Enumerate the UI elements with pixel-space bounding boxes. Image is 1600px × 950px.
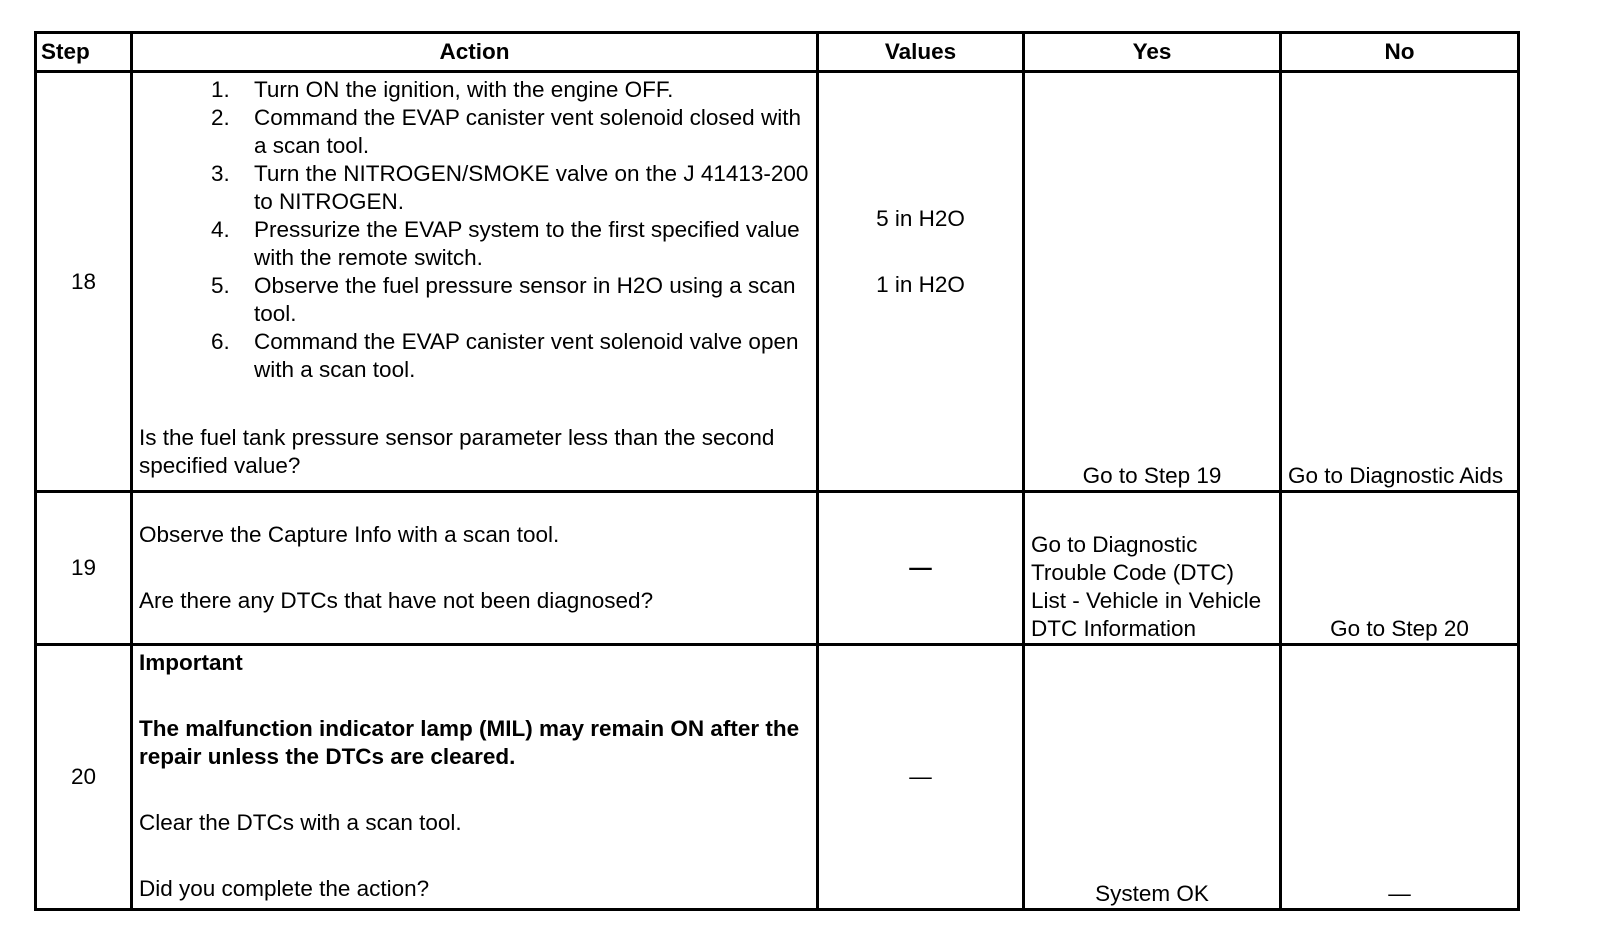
action-step: 5. Observe the fuel pressure sensor in H2O using a scan tool. [236,272,810,328]
action-text: Observe the Capture Info with a scan tool. [139,521,560,547]
header-row [36,33,1519,72]
header-action: Action [132,33,818,72]
table-row-step-18 [36,72,1519,492]
action-cell [132,72,818,492]
specified-value-second: 1 in H2O [876,271,965,297]
table-row-step-19 [36,492,1519,645]
header-no: No [1281,33,1519,72]
yes-cell: Go to Step 19 [1024,72,1281,492]
no-cell: — [1281,644,1519,909]
action-step: 1. Turn ON the ignition, with the engine OFF. [236,76,810,104]
important-label: Important [139,649,243,675]
yes-cell: Go to Diagnostic Trouble Code (DTC) List - Vehicle in Vehicle DTC Information [1024,492,1281,645]
action-question: Is the fuel tank pressure sensor parameter less than the second specified value? [139,425,775,478]
step-number: 19 [36,492,132,645]
diagnostic-table [34,31,1520,911]
important-text: The malfunction indicator lamp (MIL) may remain ON after the repair unless the DTCs are cleared. [139,715,800,769]
step-number: 20 [36,644,132,909]
specified-value-first: 5 in H2O [876,205,965,231]
action-step: 2. Command the EVAP canister vent solenoid closed with a scan tool. [236,104,810,160]
action-step: 6. Command the EVAP canister vent solenoid valve open with a scan tool. [236,328,810,384]
action-step: 3. Turn the NITROGEN/SMOKE valve on the J 41413-200 to NITROGEN. [236,160,810,216]
action-cell [132,644,818,909]
header-values: Values [818,33,1024,72]
action-step: 4. Pressurize the EVAP system to the first specified value with the remote switch. [236,216,810,272]
no-cell: Go to Diagnostic Aids [1281,72,1519,492]
no-cell: Go to Step 20 [1281,492,1519,645]
action-question: Are there any DTCs that have not been diagnosed? [139,587,654,613]
values-cell: — [818,644,1024,909]
action-step-list [139,76,810,384]
step-number: 18 [36,72,132,492]
values-cell [818,72,1024,492]
values-cell: — [818,492,1024,645]
header-step: Step [36,33,132,72]
table-row-step-20 [36,644,1519,909]
action-question: Did you complete the action? [139,875,430,901]
yes-cell: System OK [1024,644,1281,909]
header-yes: Yes [1024,33,1281,72]
action-text: Clear the DTCs with a scan tool. [139,809,462,835]
action-cell [132,492,818,645]
